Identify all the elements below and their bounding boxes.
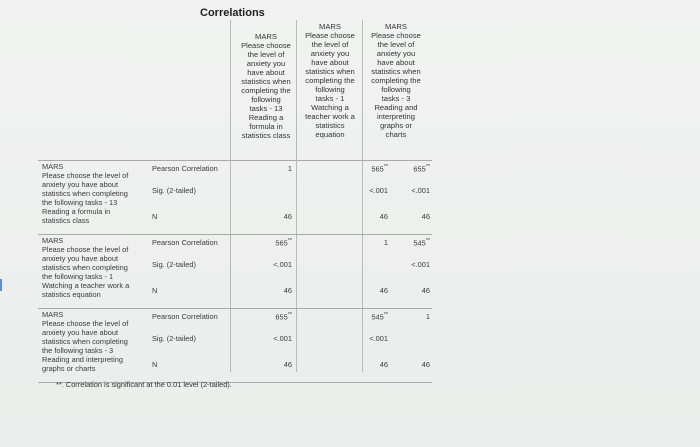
column-header-line: interpreting	[377, 112, 415, 121]
row-label-line: statistics when completing	[42, 189, 128, 198]
cell-value: <.001	[273, 334, 292, 343]
row-label-line: Watching a teacher work a	[42, 281, 130, 290]
column-header-line: anxiety you	[246, 59, 286, 68]
significance-stars: **	[287, 238, 292, 244]
table-cell	[370, 260, 430, 269]
column-header-2	[296, 22, 364, 139]
column-header-line: the level of	[311, 40, 349, 49]
table-cell	[232, 238, 292, 247]
stat-name: Pearson Correlation	[152, 312, 218, 321]
column-header-line: Please choose	[241, 41, 291, 50]
stat-name: Pearson Correlation	[152, 164, 218, 173]
cell-value: 46	[379, 212, 388, 221]
table-cell	[370, 164, 430, 173]
column-header-line: MARS	[385, 22, 407, 31]
table-cell	[232, 334, 292, 343]
cell-value: <.001	[369, 186, 388, 195]
row-label-line: statistics class	[42, 216, 90, 225]
table-cell	[232, 164, 292, 173]
column-header-line: charts	[385, 130, 407, 139]
cell-value: <.001	[273, 260, 292, 269]
row-label	[42, 236, 146, 299]
table-cell	[232, 360, 292, 369]
stat-name: Sig. (2-tailed)	[152, 334, 196, 343]
row-label-line: statistics when completing	[42, 337, 128, 346]
stat-name: Pearson Correlation	[152, 238, 218, 247]
column-header-line: following	[251, 95, 281, 104]
table-cell	[370, 312, 430, 321]
stat-name: Sig. (2-tailed)	[152, 186, 196, 195]
cell-value: 565	[371, 164, 384, 174]
cell-value: 46	[379, 360, 388, 369]
column-header-line: Reading a	[248, 113, 284, 122]
column-header-line: statistics	[315, 121, 345, 130]
column-header-1	[232, 32, 300, 140]
cell-value: 655	[413, 164, 426, 174]
row-label-line: MARS	[42, 162, 64, 171]
column-header-line: Watching a	[311, 103, 349, 112]
row-label-line: graphs or charts	[42, 364, 96, 373]
column-header-line: have about	[377, 58, 415, 67]
row-label-line: anxiety you have about	[42, 328, 119, 337]
column-header-line: statistics when	[371, 67, 421, 76]
column-header-line: teacher work a	[305, 112, 355, 121]
column-header-line: completing the	[371, 76, 421, 85]
table-cell	[232, 212, 292, 221]
column-header-line: formula in	[249, 122, 283, 131]
cell-value: <.001	[411, 186, 430, 195]
row-label-line: statistics equation	[42, 290, 101, 299]
row-label-line: the following tasks - 3	[42, 346, 114, 355]
column-header-line: Reading and	[374, 103, 418, 112]
cell-value: 46	[283, 360, 292, 369]
cell-value: 655	[275, 312, 288, 322]
cell-value: 1	[383, 238, 388, 247]
row-label-line: Please choose the level of	[42, 319, 129, 328]
row-label-line: anxiety you have about	[42, 254, 119, 263]
stat-name: Sig. (2-tailed)	[152, 260, 196, 269]
cell-value: 46	[379, 286, 388, 295]
column-header-3	[362, 22, 430, 139]
column-header-line: statistics when	[305, 67, 355, 76]
column-header-line: have about	[311, 58, 349, 67]
cell-value: <.001	[411, 260, 430, 269]
cell-value: 1	[425, 312, 430, 321]
grid-line	[230, 20, 231, 372]
column-header-line: the level of	[247, 50, 285, 59]
column-header-line: tasks - 13	[249, 104, 283, 113]
table-cell	[370, 212, 430, 221]
grid-line	[38, 308, 432, 309]
table-cell	[232, 312, 292, 321]
column-header-line: statistics when	[241, 77, 291, 86]
table-cell	[370, 286, 430, 295]
column-header-line: tasks - 1	[315, 94, 345, 103]
significance-stars: **	[383, 312, 388, 318]
row-label	[42, 162, 146, 225]
column-header-line: completing the	[305, 76, 355, 85]
stat-name: N	[152, 360, 158, 369]
grid-line	[38, 160, 432, 161]
cell-value: 46	[421, 360, 430, 369]
significance-stars: **	[425, 164, 430, 170]
column-header-line: Please choose	[305, 31, 355, 40]
table-title: Correlations	[200, 7, 265, 19]
column-header-line: the level of	[377, 40, 415, 49]
table-cell	[232, 260, 292, 269]
table-cell	[370, 186, 430, 195]
table-cell	[328, 334, 388, 343]
cell-value: 46	[421, 212, 430, 221]
column-header-line: anxiety you	[310, 49, 350, 58]
cell-value: 46	[421, 286, 430, 295]
significance-stars: **	[383, 164, 388, 170]
cell-value: 545	[371, 312, 384, 322]
cell-value: <.001	[369, 334, 388, 343]
table-cell	[370, 360, 430, 369]
selection-marker	[0, 279, 8, 291]
column-header-line: MARS	[255, 32, 277, 41]
grid-line	[38, 234, 432, 235]
column-header-line: MARS	[319, 22, 341, 31]
significance-stars: **	[287, 312, 292, 318]
stat-name: N	[152, 212, 158, 221]
footnote: **. Correlation is significant at the 0.01 level (2-tailed).	[56, 380, 232, 389]
cell-value: 46	[283, 212, 292, 221]
column-header-line: have about	[247, 68, 285, 77]
column-header-line: graphs or	[379, 121, 413, 130]
grid-line	[296, 20, 297, 372]
table-cell	[370, 238, 430, 247]
column-header-line: following	[315, 85, 345, 94]
column-header-line: anxiety you	[376, 49, 416, 58]
row-label-line: anxiety you have about	[42, 180, 119, 189]
cell-value: 1	[287, 164, 292, 173]
column-header-line: statistics class	[241, 131, 291, 140]
row-label-line: the following tasks - 1	[42, 272, 114, 281]
row-label-line: MARS	[42, 310, 64, 319]
row-label-line: Please choose the level of	[42, 245, 129, 254]
cell-value: 545	[413, 238, 426, 248]
row-label-line: Reading and interpreting	[42, 355, 123, 364]
stat-name: N	[152, 286, 158, 295]
column-header-line: Please choose	[371, 31, 421, 40]
row-label	[42, 310, 146, 373]
row-label-line: MARS	[42, 236, 64, 245]
cell-value: 46	[283, 286, 292, 295]
row-label-line: Please choose the level of	[42, 171, 129, 180]
column-header-line: tasks - 3	[381, 94, 411, 103]
table-cell	[232, 286, 292, 295]
significance-stars: **	[425, 238, 430, 244]
column-header-line: equation	[315, 130, 345, 139]
column-header-line: following	[381, 85, 411, 94]
row-label-line: the following tasks - 13	[42, 198, 118, 207]
row-label-line: Reading a formula in	[42, 207, 111, 216]
column-header-line: completing the	[241, 86, 291, 95]
cell-value: 565	[275, 238, 288, 248]
row-label-line: statistics when completing	[42, 263, 128, 272]
